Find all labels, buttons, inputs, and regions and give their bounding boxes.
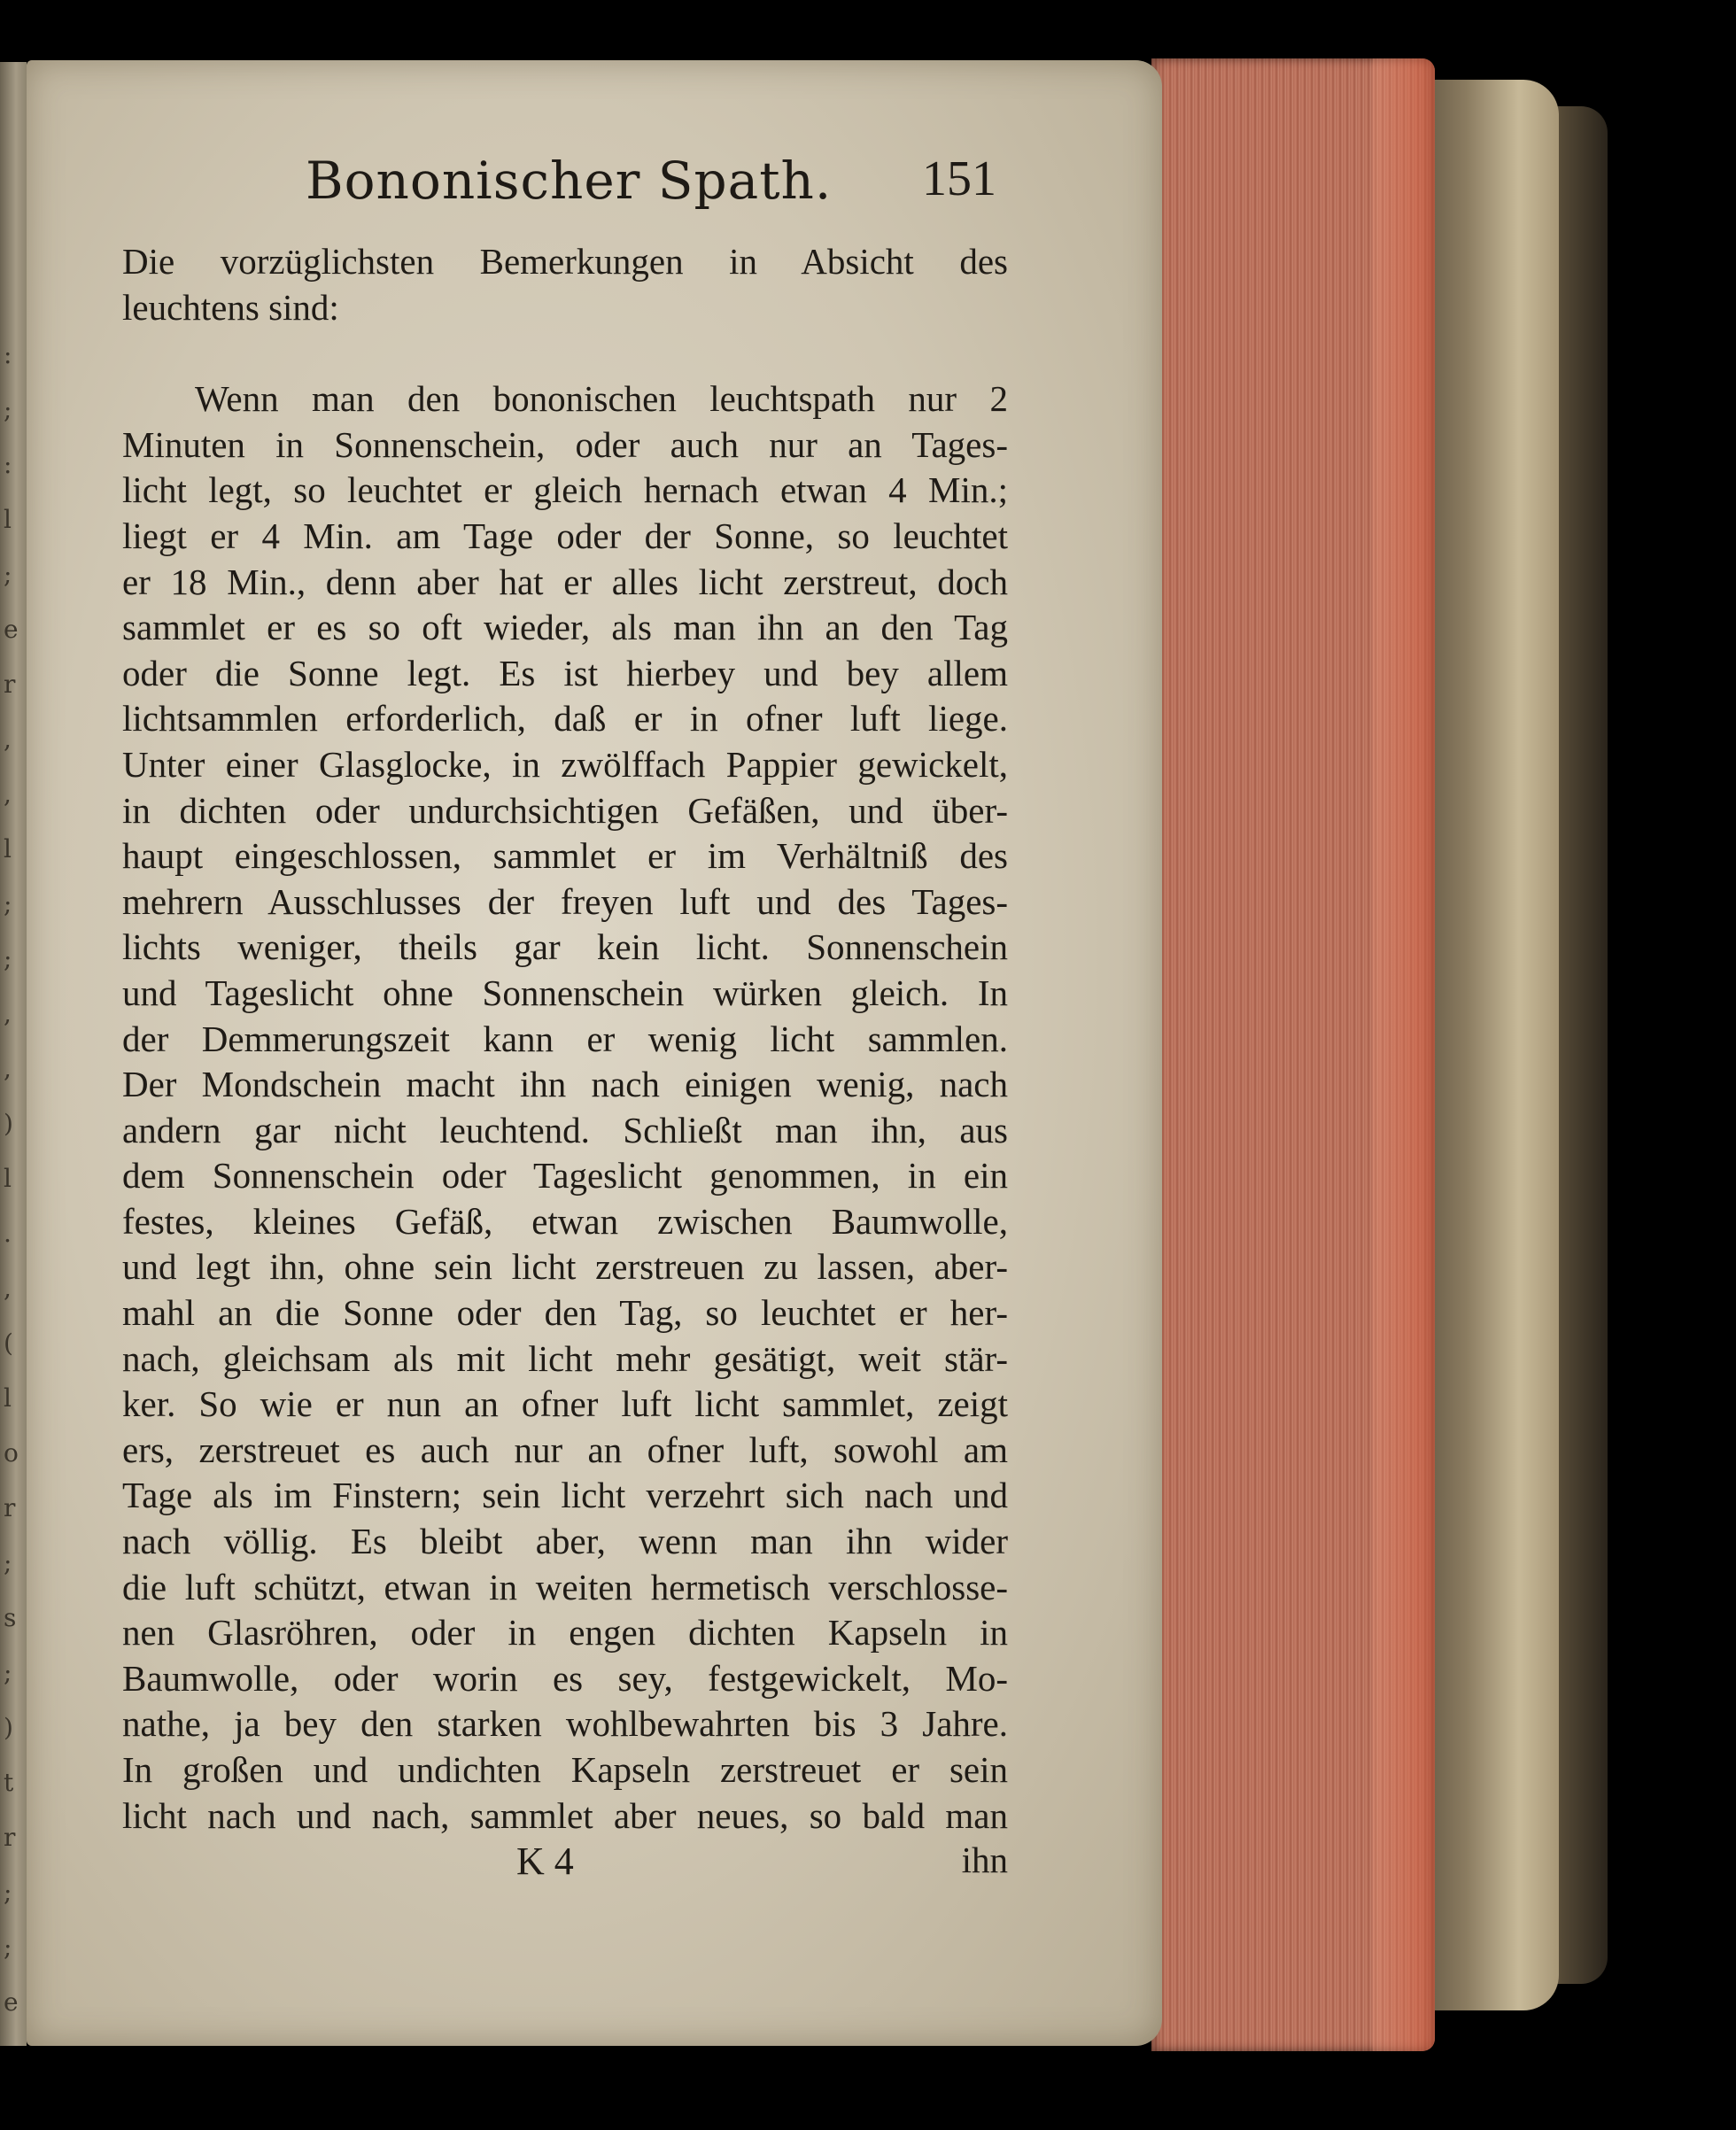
text-line: und Tageslicht ohne Sonnenschein würken gleich. In xyxy=(122,972,1008,1013)
text-line: licht nach und nach, sammlet aber neues, so bald man xyxy=(122,1794,1008,1836)
text-line: sammlet er es so oft wieder, als man ihn an den Tag xyxy=(122,607,1008,648)
text-line: nen Glasröhren, oder in engen dichten Kapseln in xyxy=(122,1612,1008,1654)
text-line: mehrern Ausschlusses der freyen luft und des Tages- xyxy=(122,880,1008,922)
text-line: festes, kleines Gefäß, etwan zwischen Baumwolle, xyxy=(122,1200,1008,1242)
previous-page-edge xyxy=(0,62,27,2046)
text-line: der Demmerungszeit kann er wenig licht sammlen. xyxy=(122,1018,1008,1059)
text-line: Wenn man den bononischen leuchtspath nur 2 xyxy=(195,378,1008,420)
text-line: in dichten oder undurchsichtigen Gefäßen, und über- xyxy=(122,789,1008,831)
page-header xyxy=(306,151,996,221)
page-footer xyxy=(122,1839,1008,1892)
text-line: Unter einer Glasglocke, in zwölffach Pappier gewickelt, xyxy=(122,743,1008,785)
text-line: lichts weniger, theils gar kein licht. Sonnenschein xyxy=(122,926,1008,968)
text-line: liegt er 4 Min. am Tage oder der Sonne, so leuchtet xyxy=(122,515,1008,556)
text-line: Minuten in Sonnenschein, oder auch nur an Tages- xyxy=(122,423,1008,465)
text-line: ers, zerstreuet es auch nur an ofner luft, sowohl am xyxy=(122,1429,1008,1470)
text-line: ker. So wie er nun an ofner luft licht sammlet, zeigt xyxy=(122,1383,1008,1425)
signature-mark: K 4 xyxy=(516,1840,574,1883)
text-line: Die vorzüglichsten Bemerkungen in Absicht des xyxy=(122,241,1008,282)
text-line: licht legt, so leuchtet er gleich hernach etwan 4 Min.; xyxy=(122,469,1008,511)
text-line: oder die Sonne legt. Es ist hierbey und bey allem xyxy=(122,652,1008,693)
previous-page-margin-marks: : ; : l ; e r , , l ; ; , , ) l . , ( l o r ; s ; ) t r ; ; e xyxy=(4,340,19,2017)
text-line: Tage als im Finstern; sein licht verzehrt sich nach und xyxy=(122,1475,1008,1516)
text-line: nathe, ja bey den starken wohlbewahrten bis 3 Jahre. xyxy=(122,1703,1008,1745)
text-line: In großen und undichten Kapseln zerstreuet er sein xyxy=(122,1749,1008,1790)
text-line: mahl an die Sonne oder den Tag, so leuchtet er her- xyxy=(122,1292,1008,1334)
text-line: leuchtens sind: xyxy=(122,286,339,328)
text-line: und legt ihn, ohne sein licht zerstreuen zu lassen, aber- xyxy=(122,1246,1008,1288)
text-line: Baumwolle, oder worin es sey, festgewickelt, Mo- xyxy=(122,1657,1008,1699)
book-cover-spine xyxy=(1554,106,1608,1984)
text-line: haupt eingeschlossen, sammlet er im Verhältniß des xyxy=(122,835,1008,877)
text-line: Der Mondschein macht ihn nach einigen wenig, nach xyxy=(122,1064,1008,1105)
text-line: nach völlig. Es bleibt aber, wenn man ihn wider xyxy=(122,1521,1008,1562)
running-head: Bononischer Spath. xyxy=(306,151,833,211)
page-block-edge xyxy=(1151,58,1435,2051)
text-line: die luft schützt, etwan in weiten hermetisch verschlosse- xyxy=(122,1566,1008,1607)
text-line: dem Sonnenschein oder Tageslicht genommen, in ein xyxy=(122,1155,1008,1197)
text-line: nach, gleichsam als mit licht mehr gesätigt, weit stär- xyxy=(122,1337,1008,1379)
paragraph-1 xyxy=(122,239,1008,330)
text-line: andern gar nicht leuchtend. Schließt man ihn, aus xyxy=(122,1109,1008,1150)
page-number: 151 xyxy=(922,151,996,206)
page-body xyxy=(122,239,1008,1839)
catchword: ihn xyxy=(961,1840,1008,1880)
text-line: lichtsammlen erforderlich, daß er in ofner luft liege. xyxy=(122,698,1008,740)
paragraph-2 xyxy=(122,376,1008,1839)
text-line: er 18 Min., denn aber hat er alles licht zerstreut, doch xyxy=(122,561,1008,602)
paragraph-gap xyxy=(122,330,1008,376)
book-cover xyxy=(1426,80,1559,2010)
